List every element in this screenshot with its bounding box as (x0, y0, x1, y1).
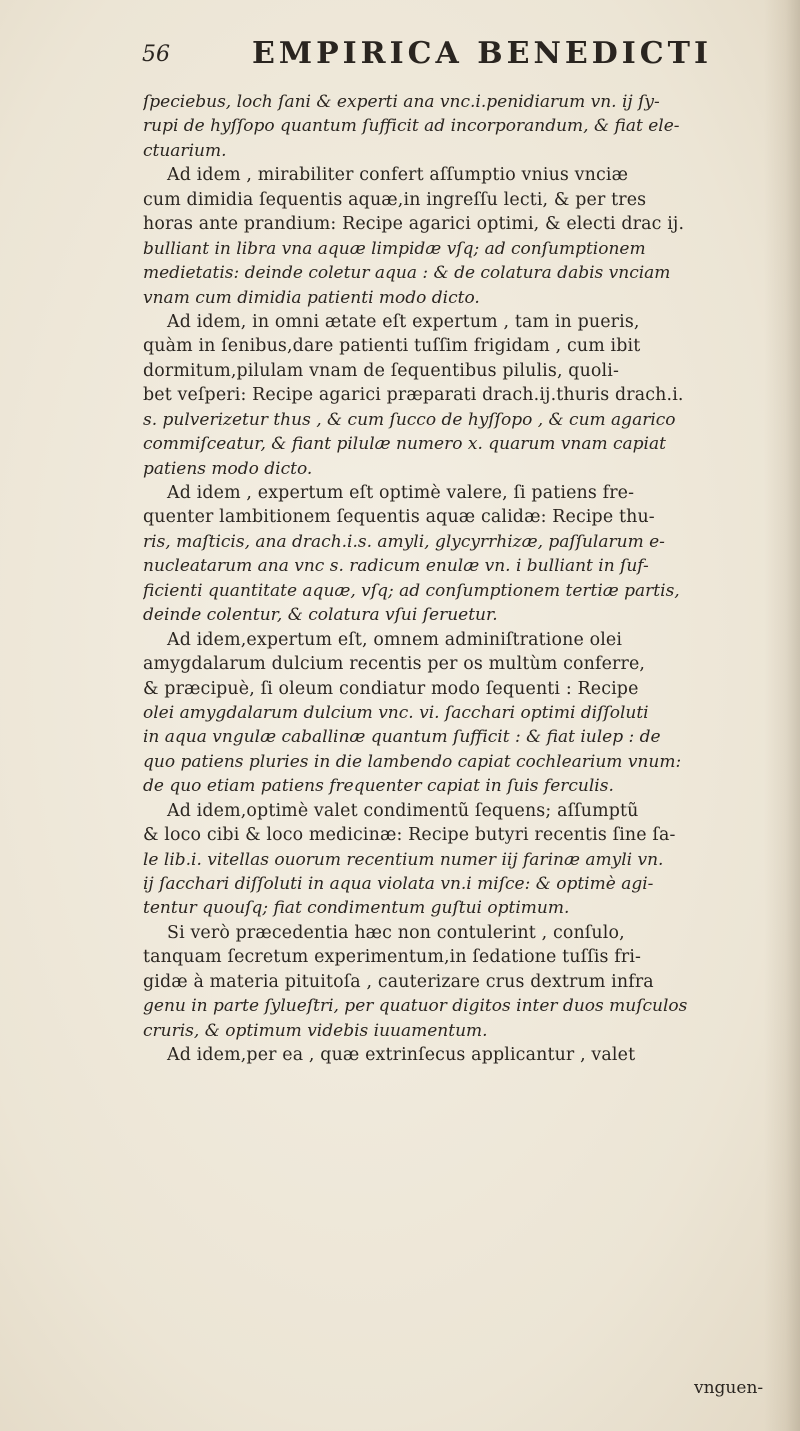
text-line: Ad idem , mirabiliter confert aſſumptio vnius vnciæ (167, 165, 629, 186)
text-line: amygdalarum dulcium recentis per os multùm conferre, (143, 654, 646, 675)
text-line: le lib.i. vitellas ouorum recentium numer iij farinæ amyli vn. (143, 849, 664, 870)
text-line: Ad idem,per ea , quæ extrinſecus applicantur , valet (167, 1045, 636, 1066)
text-line: rupi de hyſſopo quantum ſufficit ad incorporandum, & fiat ele- (143, 116, 680, 137)
text-line: olei amygdalarum dulcium vnc. vi. ſacchari optimi diſſoluti (143, 702, 649, 723)
text-line: vnam cum dimidia patienti modo dicto. (143, 287, 480, 308)
text-line: tentur quouſq; fiat condimentum guſtui optimum. (143, 898, 570, 919)
text-line: Ad idem,optimè valet condimentũ ſequens; aſſumptũ (167, 800, 639, 821)
text-line: bullіant in libra vna aquæ limpidæ vſq; ad conſumptionem (143, 238, 646, 259)
text-line: in aqua vngulæ caballinæ quantum ſufficit : & fiat iulep : de (143, 727, 661, 748)
text-line: & præcipuè, ſi oleum condiatur modo ſequenti : Recipe (143, 678, 639, 699)
text-line: commiſceatur, & fiant pilulæ numero x. quarum vnam capiat (143, 434, 666, 455)
text-line: ris, maſticis, ana drach.i.s. amyli, glycyrrhizæ, paſſularum e- (143, 531, 665, 552)
text-line: dormitum,pilulam vnam de ſequentibus pilulis, quoli- (143, 360, 619, 381)
text-line: de quo etiam patiens frequenter capiat in ſuis ferculis. (143, 776, 614, 797)
text-line: Ad idem , expertum eſt optimè valere, ſi patiens fre- (167, 483, 635, 503)
text-line: Ad idem,expertum eſt, omnem adminiſtratione olei (167, 629, 623, 650)
text-line: medietatis: deinde coletur aqua : & de colatura dabis vnciam (143, 263, 671, 284)
text-line: ſpeciebus, loch ſani & experti ana vnc.i.penidiarum vn. ij ſy- (143, 92, 660, 112)
text-line: gidæ à materia pituitoſa , cauterizare crus dextrum infra (143, 971, 654, 992)
body-text (143, 90, 783, 1068)
text-line: quo patiens pluries in die lambendo capiat cochlearium vnum: (143, 751, 682, 772)
running-title: EMPIRICA BENEDICTI (252, 36, 713, 71)
text-line: cruris, & optimum videbis iuuamentum. (143, 1020, 488, 1041)
catchword: vnguen- (694, 1378, 764, 1398)
text-line: ctuarium. (143, 140, 227, 161)
text-line: cum dimidia ſequentis aquæ,in ingreſſu lecti, & per tres (143, 189, 647, 210)
text-line: Ad idem, in omni ætate eſt expertum , tam in pueris, (167, 311, 640, 332)
text-line: bet veſperi: Recipe agarici præparati drach.ij.thuris drach.i. (143, 385, 684, 406)
text-line: horas ante prandium: Recipe agarici optimi, & electi drac ij. (143, 214, 685, 235)
text-line: & loco cibi & loco medicinæ: Recipe butyri recentis ſine ſa- (143, 825, 676, 846)
text-line: s. pulverizetur thus , & cum ſucco de hyſſopo , & cum agarico (143, 409, 676, 430)
text-line: genu in parte ſylueſtri, per quatuor digitos inter duos muſculos (143, 996, 688, 1017)
page-number: 56 (142, 42, 170, 67)
text-line: patiens modo dicto. (143, 458, 313, 479)
text-line: ij ſacchari diſſoluti in aqua violata vn.i miſce: & optimè agi- (143, 874, 654, 894)
text-line: nucleatarum ana vnc s. radicum enulæ vn. i bulliant in ſuf- (143, 556, 649, 577)
text-line: quàm in ſenibus,dare patienti tuſſim frigidam , cum ibit (143, 336, 641, 357)
page-header (142, 36, 782, 72)
text-line: deinde colentur, & colatura vſui ſeruetur. (143, 605, 498, 626)
text-line: Si verò præcedentia hæc non contulerint , conſulo, (167, 922, 625, 943)
text-line: ficienti quantitate aquæ, vſq; ad conſumptionem tertiæ partis, (143, 580, 680, 601)
text-line: tanquam ſecretum experimentum,in ſedatione tuſſis fri- (143, 947, 642, 968)
text-line: quenter lambitionem ſequentis aquæ calidæ: Recipe thu- (143, 507, 655, 528)
